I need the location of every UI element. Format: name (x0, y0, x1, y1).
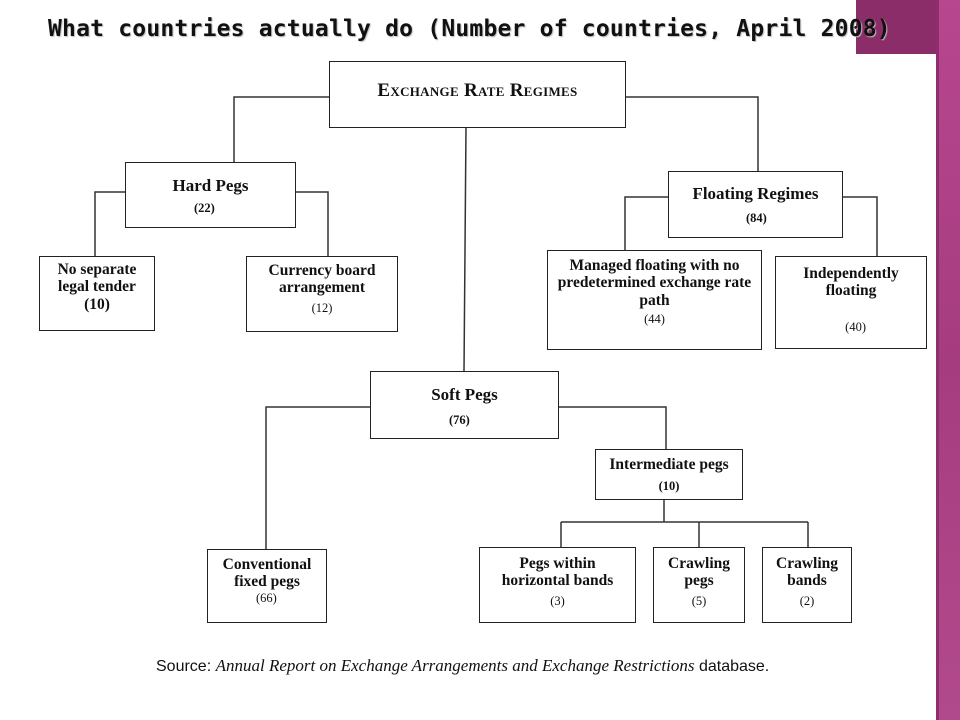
floating-regimes-label: Floating Regimes (692, 184, 819, 203)
horizontal-bands-line2: horizontal bands (501, 572, 614, 590)
conventional-fixed-pegs-box (207, 549, 327, 623)
root-box (329, 61, 626, 128)
independently-count: (40) (845, 319, 866, 334)
crawling-pegs-line2: pegs (684, 572, 714, 590)
crawling-pegs-line1: Crawling (668, 555, 730, 572)
connector-soft-right (558, 407, 666, 449)
currency-board-line1: Currency board (268, 262, 376, 279)
crawling-pegs-box (653, 547, 745, 623)
soft-pegs-label: Soft Pegs (431, 385, 498, 404)
independently-line1: Independently (803, 265, 899, 282)
slide-title: What countries actually do (Number of countries, April 2008) (48, 16, 891, 42)
conventional-count: (66) (256, 590, 277, 605)
soft-pegs-count: (76) (449, 413, 470, 428)
hard-pegs-box (125, 162, 296, 228)
crawling-bands-line2: bands (787, 572, 827, 590)
source-suffix: database. (694, 658, 770, 675)
managed-floating-line3: path (639, 291, 670, 309)
no-separate-line1: No separate (57, 261, 137, 278)
managed-floating-box (547, 250, 762, 350)
crawling-bands-line1: Crawling (776, 555, 838, 572)
connector-hard-right (295, 192, 328, 257)
intermediate-pegs-box (595, 449, 743, 500)
horizontal-bands-box (479, 547, 636, 623)
horizontal-bands-line1: Pegs within (519, 555, 596, 572)
managed-floating-line2: predetermined exchange rate (557, 274, 752, 292)
connector-root-hard (234, 97, 330, 163)
root-label: Exchange Rate Regimes (377, 80, 578, 101)
no-separate-line2: legal tender (58, 278, 136, 296)
floating-regimes-count: (84) (746, 211, 767, 226)
no-separate-count: (10) (84, 295, 110, 313)
intermediate-pegs-label: Intermediate pegs (609, 456, 729, 473)
connector-root-floating (625, 97, 758, 172)
currency-board-box (246, 256, 398, 332)
source-publication: Annual Report on Exchange Arrangements and Exchange Restrictions (215, 656, 695, 675)
crawling-bands-count: (2) (799, 593, 815, 608)
connector-root-soft (464, 127, 466, 372)
hard-pegs-count: (22) (194, 201, 215, 216)
horizontal-bands-count: (3) (550, 593, 565, 608)
currency-board-count: (12) (311, 300, 333, 315)
connector-soft-left (266, 407, 370, 550)
connector-floating-left (625, 197, 668, 251)
soft-pegs-box (370, 371, 559, 439)
managed-floating-line1: Managed floating with no (569, 257, 740, 274)
source-note (156, 656, 769, 676)
floating-regimes-box (668, 171, 843, 238)
crawling-pegs-count: (5) (691, 593, 707, 608)
source-prefix: Source: (156, 658, 216, 675)
connector-hard-left (95, 192, 126, 257)
managed-floating-count: (44) (644, 312, 665, 327)
crawling-bands-box (762, 547, 852, 623)
conventional-line2: fixed pegs (234, 573, 300, 591)
intermediate-pegs-count: (10) (658, 479, 680, 494)
currency-board-line2: arrangement (278, 279, 366, 297)
no-separate-legal-tender-box (39, 256, 155, 331)
conventional-line1: Conventional (222, 556, 312, 573)
hard-pegs-label: Hard Pegs (172, 176, 249, 195)
independently-floating-box (775, 256, 927, 349)
connector-floating-right (842, 197, 877, 257)
independently-line2: floating (825, 282, 877, 300)
